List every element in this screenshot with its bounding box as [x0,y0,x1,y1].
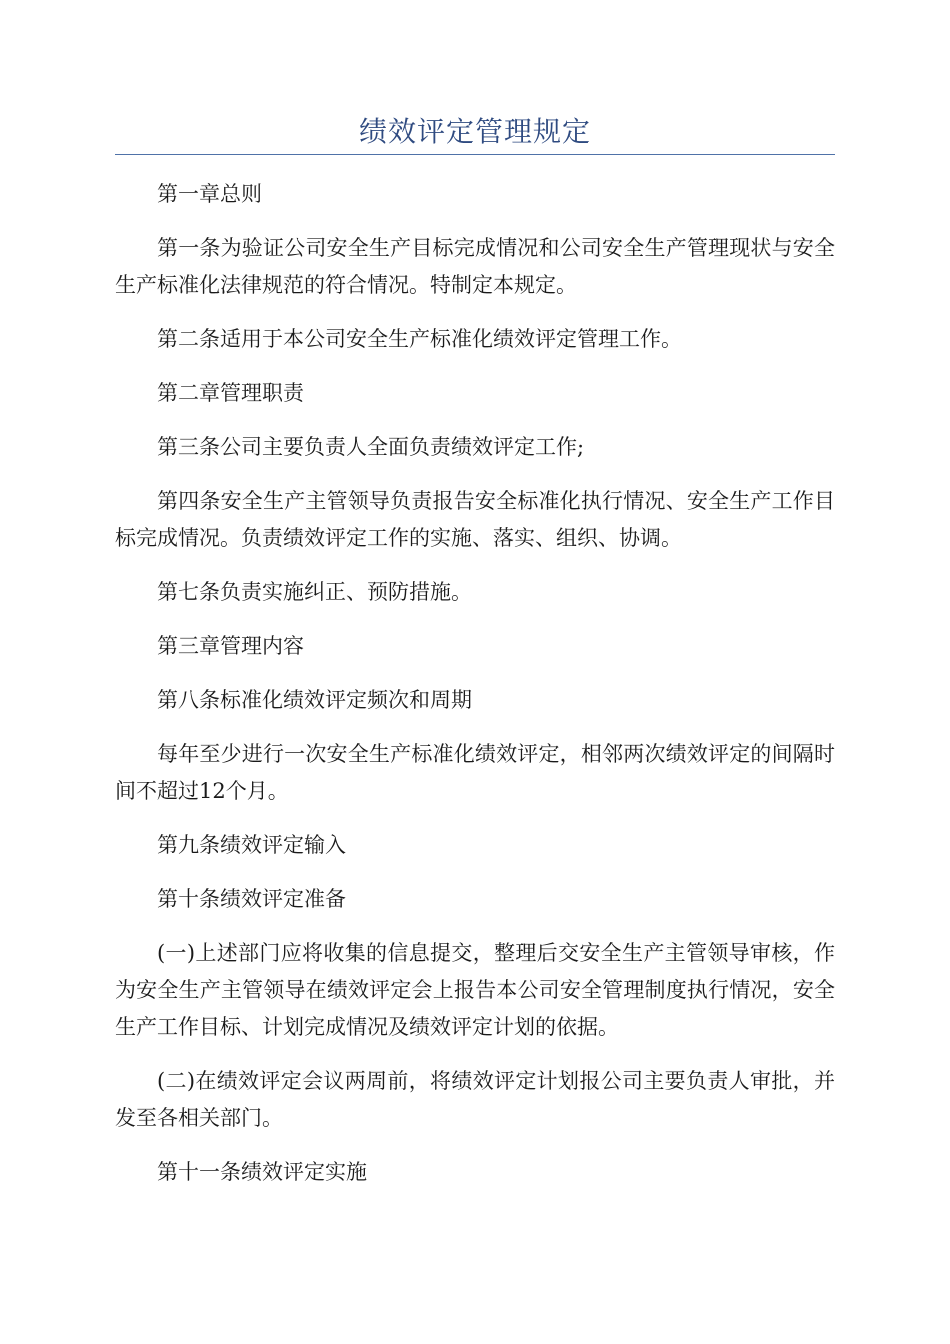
document-title: 绩效评定管理规定 [358,115,591,148]
article-9: 第九条绩效评定输入 [157,833,346,857]
article-10: 第十条绩效评定准备 [157,887,346,911]
article-8: 第八条标准化绩效评定频次和周期 [157,688,472,712]
chapter-heading-1: 第一章总则 [157,182,262,206]
article-2: 第二条适用于本公司安全生产标准化绩效评定管理工作。 [157,327,682,351]
article-11: 第十一条绩效评定实施 [157,1160,367,1184]
article-3: 第三条公司主要负责人全面负责绩效评定工作; [157,435,585,459]
article-4: 第四条安全生产主管领导负责报告安全标准化执行情况、安全生产工作目标完成情况。负责绩效评定工作的实施、落实、组织、协调。 [115,489,835,550]
article-7: 第七条负责实施纠正、预防措施。 [157,580,472,604]
chapter-heading-2: 第二章管理职责 [157,381,304,405]
chapter-heading-3: 第三章管理内容 [157,634,304,658]
document-body [115,176,835,1208]
article-10-item-2: (二)在绩效评定会议两周前，将绩效评定计划报公司主要负责人审批，并发至各相关部门。 [115,1069,835,1130]
article-10-item-1: (一)上述部门应将收集的信息提交，整理后交安全生产主管领导审核，作为安全生产主管领导在绩效评定会上报告本公司安全管理制度执行情况，安全生产工作目标、计划完成情况及绩效评定计划的依据。 [115,941,835,1039]
article-8-body: 每年至少进行一次安全生产标准化绩效评定，相邻两次绩效评定的间隔时间不超过12个月。 [115,742,835,803]
title-underline [115,154,835,155]
article-1: 第一条为验证公司安全生产目标完成情况和公司安全生产管理现状与安全生产标准化法律规范的符合情况。特制定本规定。 [115,236,835,297]
